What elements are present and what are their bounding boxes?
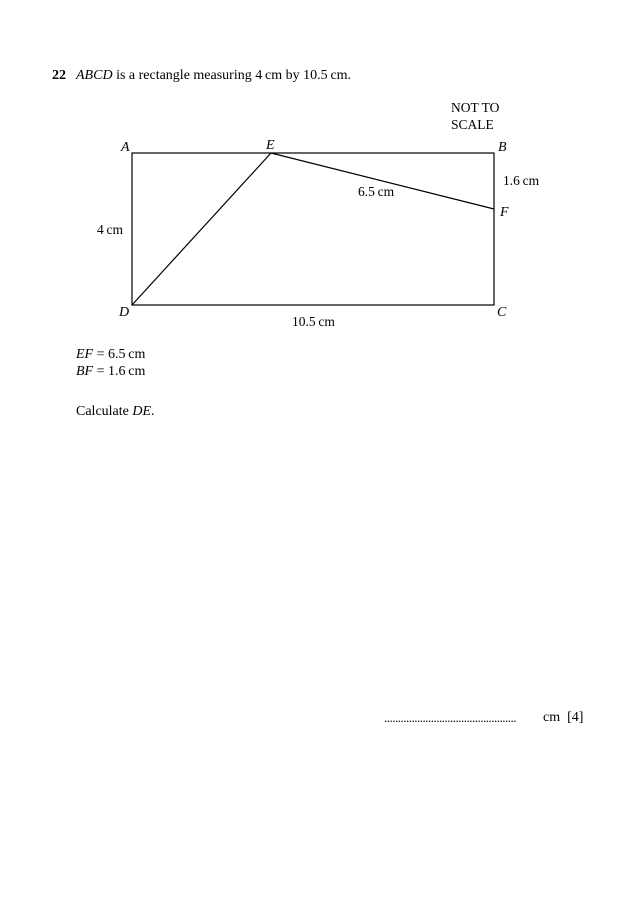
instruction-end: . [151, 404, 155, 419]
vertex-label-b: B [498, 140, 507, 155]
given-bf-value: = 1.6 cm [93, 364, 146, 379]
length-label-ad: 4 cm [97, 222, 123, 237]
given-bf-name: BF [76, 364, 94, 379]
given-ef-name: EF [76, 347, 94, 362]
rectangle-abcd [132, 153, 494, 305]
vertex-label-a: A [121, 140, 130, 155]
given-ef [76, 346, 145, 363]
answer-line[interactable]: ................................................ [384, 710, 516, 725]
given-bf [76, 363, 145, 380]
line-de [132, 153, 271, 305]
instruction-target: DE [132, 404, 152, 419]
marks-badge: [4] [567, 710, 584, 725]
question-number: 22 [52, 68, 66, 83]
not-to-scale-line-1: NOT TO [451, 100, 500, 115]
answer-unit-marks [543, 710, 583, 726]
vertex-label-e: E [266, 138, 275, 153]
vertex-label-d: D [119, 305, 130, 320]
given-ef-value: = 6.5 cm [93, 347, 146, 362]
given-values [76, 346, 145, 380]
vertex-label-c: C [497, 305, 507, 320]
length-label-dc: 10.5 cm [292, 314, 335, 329]
instruction [76, 403, 155, 420]
instruction-verb: Calculate [76, 404, 133, 419]
length-label-bf: 1.6 cm [503, 173, 540, 188]
stem-shape-name: ABCD [76, 68, 113, 83]
line-ef [271, 153, 494, 209]
vertex-label-f: F [500, 205, 509, 220]
stem-text: is a rectangle measuring 4 cm by 10.5 cm. [112, 68, 352, 83]
answer-unit: cm [543, 710, 561, 725]
not-to-scale-line-2: SCALE [451, 117, 494, 132]
length-label-ef: 6.5 cm [358, 184, 395, 199]
